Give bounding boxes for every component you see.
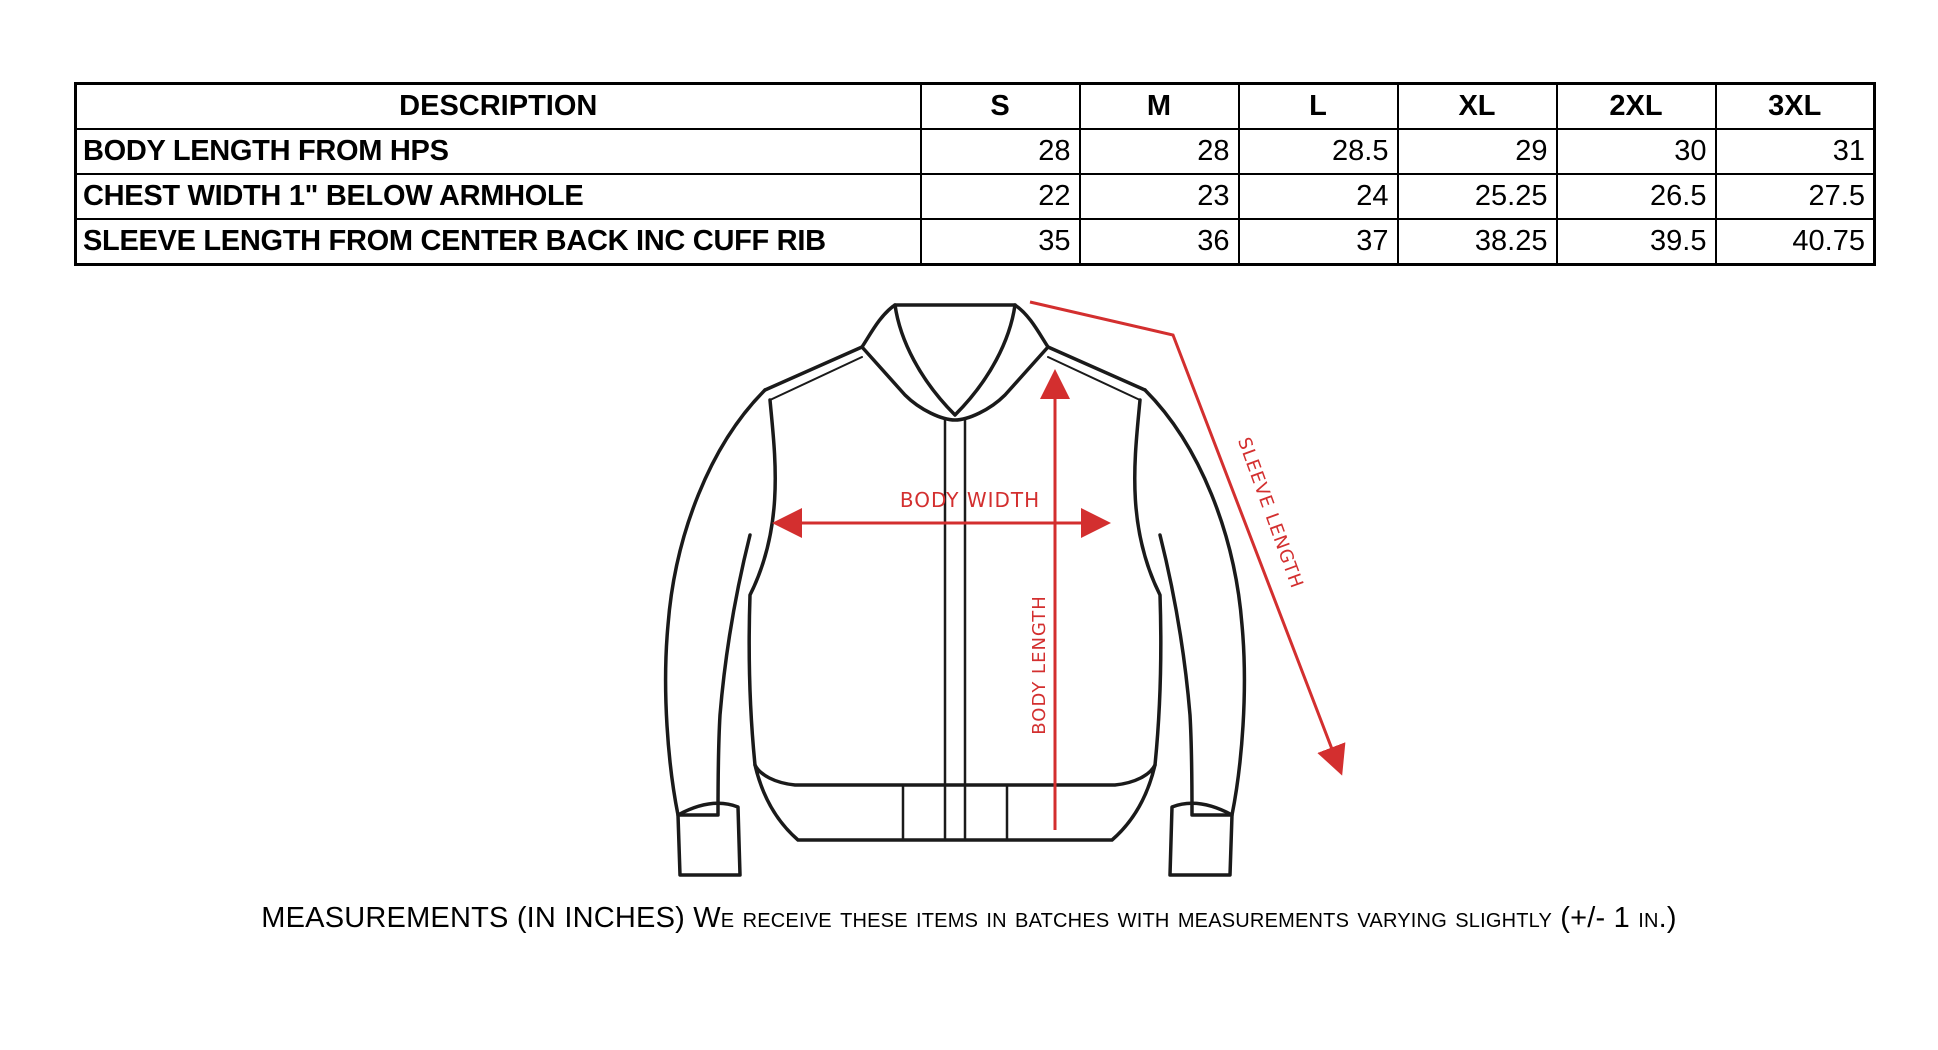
body-width-label: BODY WIDTH (899, 488, 1041, 512)
header-size-2xl: 2XL (1557, 84, 1716, 130)
table-row (76, 174, 1875, 219)
left-shoulder (765, 347, 862, 390)
table-cell: 40.75 (1716, 219, 1875, 265)
right-body-side (1135, 400, 1161, 765)
collar-shape (862, 305, 1048, 420)
row-label: BODY LENGTH FROM HPS (76, 129, 921, 174)
left-body-side (749, 400, 775, 765)
table-cell: 31 (1716, 129, 1875, 174)
table-cell: 36 (1080, 219, 1239, 265)
table-cell: 29 (1398, 129, 1557, 174)
table-cell: 37 (1239, 219, 1398, 265)
table-row (76, 129, 1875, 174)
table-cell: 35 (921, 219, 1080, 265)
row-label: CHEST WIDTH 1" BELOW ARMHOLE (76, 174, 921, 219)
header-size-l: L (1239, 84, 1398, 130)
table-cell: 26.5 (1557, 174, 1716, 219)
row-label: SLEEVE LENGTH FROM CENTER BACK INC CUFF RIB (76, 219, 921, 265)
table-cell: 28 (1080, 129, 1239, 174)
footnote-lead: MEASUREMENTS (IN INCHES) (261, 902, 685, 934)
footnote-text: We receive these items in batches with measurements varying slightly (+/- 1 in.) (693, 902, 1677, 934)
header-description: DESCRIPTION (76, 84, 921, 130)
waistband (755, 765, 1155, 840)
zipper-placket (945, 420, 965, 840)
right-shoulder-seam (1048, 357, 1140, 400)
jacket-outline (666, 305, 1245, 875)
size-chart-table (74, 82, 1876, 266)
header-size-s: S (921, 84, 1080, 130)
header-size-3xl: 3XL (1716, 84, 1875, 130)
table-cell: 28.5 (1239, 129, 1398, 174)
right-shoulder (1048, 347, 1145, 390)
waistband-pocket (903, 785, 1007, 840)
left-shoulder-seam (770, 357, 862, 400)
measurement-footnote (0, 902, 1938, 935)
table-cell: 23 (1080, 174, 1239, 219)
table-cell: 38.25 (1398, 219, 1557, 265)
table-cell: 28 (921, 129, 1080, 174)
measurement-arrows (778, 302, 1340, 830)
header-size-m: M (1080, 84, 1239, 130)
jacket-measurement-diagram (600, 295, 1360, 885)
collar-inner (895, 305, 1015, 415)
table-cell: 22 (921, 174, 1080, 219)
body-length-label: BODY LENGTH (1029, 595, 1050, 735)
sleeve-length-arrow (1030, 302, 1340, 770)
table-row (76, 219, 1875, 265)
table-cell: 25.25 (1398, 174, 1557, 219)
table-cell: 24 (1239, 174, 1398, 219)
table-cell: 39.5 (1557, 219, 1716, 265)
table-header-row (76, 84, 1875, 130)
sleeve-length-label: SLEEVE LENGTH (1233, 434, 1308, 592)
table-cell: 27.5 (1716, 174, 1875, 219)
table-cell: 30 (1557, 129, 1716, 174)
header-size-xl: XL (1398, 84, 1557, 130)
